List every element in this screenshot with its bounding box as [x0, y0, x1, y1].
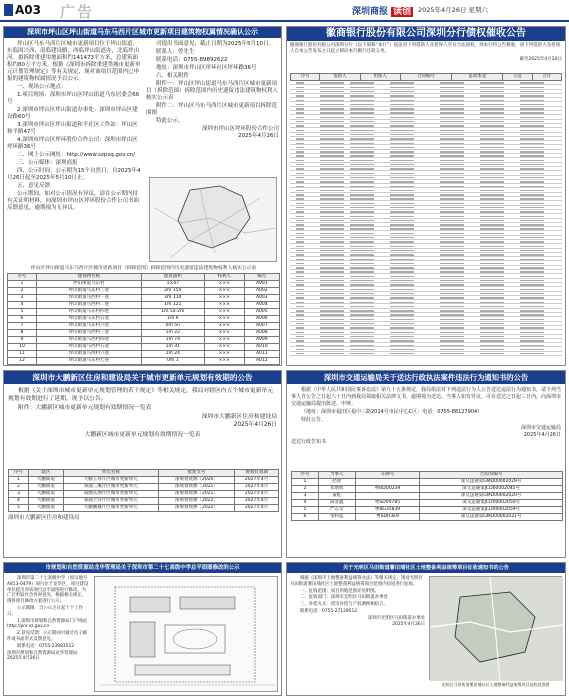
dapeng-p1: 根据《关于深圳市城市更新单元规划管理的若干规定》等相关规定，我局对辖区内五个城市更新单元规划有效期进行了延期，现予以公告。: [8, 388, 274, 402]
table-cell: A004: [244, 302, 279, 309]
th: 借款人: [320, 74, 360, 81]
table-cell: 大鹏街道: [28, 498, 63, 505]
table-cell: 2027年4月: [235, 491, 279, 498]
transport-date: 2025年4月26日: [523, 432, 561, 438]
table-cell: 陈亚鑫: [318, 500, 355, 507]
table-cell: ×××: [204, 316, 244, 323]
table-cell: 坪山街道马东村三巷: [36, 288, 141, 295]
table-cell: 2: [8, 288, 37, 295]
table-cell: 葵涌土洋片区城市更新单元: [63, 498, 158, 505]
table-row: [8, 281, 280, 288]
th: 序号: [8, 274, 37, 281]
table-cell: 2m 154: [141, 288, 204, 295]
table-row: [8, 358, 280, 365]
table-cell: 2027年4月: [235, 477, 279, 484]
table-cell: 8: [8, 330, 37, 337]
guangming-p1: 根据《深圳市土地整备利益统筹办法》等相关规定，现对光明区马田街道薯田埔社区土地整备利益统筹项目范围内房屋进行征收。: [290, 576, 423, 587]
table-cell: A011: [244, 351, 279, 358]
guangming-p4: 三、补偿方式：货币补偿与产权调换相结合。: [300, 602, 388, 608]
table-cell: 0m 5n: [141, 323, 204, 330]
th: 担保人: [360, 74, 400, 81]
site-plan-drawing-icon: [95, 577, 279, 693]
table-row: [8, 295, 280, 302]
table-cell: 坪山街道马西村一巷: [36, 295, 141, 302]
table-cell: ×××: [204, 351, 244, 358]
pingshan-p4: 2.深圳市坪山区坪山街道办事处：深圳市坪山区建设路60号: [7, 107, 138, 120]
guangming-p3: 二、征收部门：深圳市光明区马田街道办事处: [300, 595, 388, 601]
transport-sign: 深圳市交通运输局: [520, 425, 561, 431]
huishang-cutoff: 截至2025年4月20日: [519, 57, 562, 62]
table-cell: 坪山街道马西村四巷: [36, 337, 141, 344]
longhua-p4: 2.意见反馈：公示期间可通过电子邮件或书面形式反馈意见。: [7, 631, 88, 642]
table-cell: A001: [244, 281, 279, 288]
transport-p2: （地址：深圳市福田区福中三路2014号市民中心C区；电话：0755-88127904）: [301, 409, 483, 415]
table-cell: 深交违通第GMD00002020号: [420, 493, 563, 500]
table-cell: 1m 24: [141, 351, 204, 358]
table-cell: 1m 121: [141, 302, 204, 309]
table-cell: 粤SDV0785: [355, 500, 419, 507]
table-row: [292, 500, 563, 507]
th: 规划有效期: [235, 470, 279, 477]
longhua-notice-title: 市规划和自然资源局龙华管理局关于深圳市第二十七高级中学总平面图修改的公示: [4, 563, 281, 573]
table-cell: 1m 74: [141, 337, 204, 344]
pingshan-c2-p4: 地址：深圳市坪山区坪环社区坪环路36号: [156, 65, 257, 71]
th: 合同编号: [400, 74, 451, 81]
table-row: [8, 337, 280, 344]
table-cell: 1m 5a-2m: [141, 309, 204, 316]
th: 告知书编号: [420, 472, 563, 479]
huishang-notice-title: 徽商银行股份有限公司深圳分行债权催收公告: [287, 27, 565, 41]
table-cell: 深交违通第JCD00002045号: [420, 486, 563, 493]
th: 当事人: [318, 472, 355, 479]
longhua-sign: 深圳市规划和自然资源局龙华管理局: [7, 650, 78, 656]
pingshan-p3: 1.项目现场：深圳市坪山区坪山街道马东居委会66号: [7, 92, 140, 105]
table-cell: ×××: [204, 323, 244, 330]
transport-table-caption: 送达行政告知书: [291, 439, 327, 445]
pingshan-p6: 4.深圳市坪山区坪环股份合作公司：深圳市坪山区坪环路36号: [7, 137, 138, 150]
table-cell: 坪山街道马东村: [36, 281, 141, 288]
table-cell: 2027年4月: [235, 484, 279, 491]
dapeng-sign: 深圳市大鹏新区住房和建设局: [201, 414, 277, 420]
table-cell: 4: [292, 500, 319, 507]
pingshan-c2-p7: 附件二：坪山区马东马西片区城市更新项目拆除范围图: [146, 103, 278, 116]
guangming-sign: 深圳市光明区马田街道办事处: [367, 615, 425, 621]
transport-notice: [286, 370, 566, 558]
table-cell: 深规划资源〔2022〕: [158, 505, 234, 512]
table-cell: ×××: [204, 295, 244, 302]
table-row: [8, 351, 280, 358]
pingshan-date: 2025年4月26日: [238, 133, 279, 139]
publish-date: 2025年4月26日 星期六: [418, 6, 489, 14]
table-cell: ×××: [204, 330, 244, 337]
table-cell: 南澳东渔片区城市更新单元: [63, 491, 158, 498]
th: 合计: [532, 74, 561, 81]
pingshan-notice: [3, 26, 282, 366]
table-cell: ×××: [204, 288, 244, 295]
table-cell: 6: [8, 316, 37, 323]
table-cell: A008: [244, 330, 279, 337]
table-cell: 粤BG35839: [355, 507, 419, 514]
table-cell: 深规划资源〔2020〕: [158, 477, 234, 484]
table-cell: 大鹏王母片区城市更新单元: [63, 477, 158, 484]
th: 车牌号: [355, 472, 419, 479]
table-cell: 粤BDU0239: [355, 486, 419, 493]
table-cell: 1×47: [141, 281, 204, 288]
table-cell: A007: [244, 323, 279, 330]
table-cell: 大鹏街道: [28, 491, 63, 498]
table-row: [8, 330, 280, 337]
table-row: [8, 323, 280, 330]
huishang-rows: [290, 81, 562, 356]
dapeng-notice: [3, 370, 282, 558]
longhua-p3: 1.深圳市规划和自然资源局门户网站 http://pnr.sz.gov.cn: [7, 618, 88, 630]
table-cell: ×××: [204, 281, 244, 288]
th: 建筑物名称: [36, 274, 141, 281]
table-cell: A005: [244, 309, 279, 316]
table-row: [8, 302, 280, 309]
transport-table: [291, 471, 563, 521]
pingshan-c2-p2: 联系人：曾先生: [156, 49, 195, 55]
table-cell: A012: [244, 358, 279, 365]
guangming-p2: 一、征收范围：项目用地范围详见附图。: [300, 588, 380, 594]
table-row: [8, 309, 280, 316]
table-cell: ×××: [204, 344, 244, 351]
table-cell: 3: [9, 491, 29, 498]
table-cell: 1m 31: [141, 344, 204, 351]
table-cell: 深规划资源〔2021〕: [158, 491, 234, 498]
guangming-notice: [286, 562, 566, 696]
pingshan-sign: 深圳市坪山区坪环股份合作公司: [201, 126, 279, 132]
pingshan-p7: 二、网上公示网址：http://www.szpsq.gov.cn/: [17, 152, 136, 158]
table-cell: 3: [292, 493, 319, 500]
table-cell: 11: [8, 351, 37, 358]
table-row: [8, 344, 280, 351]
pingshan-p5: 3.深圳市坪山区坪山街道和平社区工作站：坪山区和平路47号: [7, 122, 138, 135]
table-cell: 坪山街道马西村六巷: [36, 351, 141, 358]
page-number: A03: [4, 3, 41, 17]
dapeng-notice-title: 深圳市大鹏新区住房和建设局关于城市更新单元规划有效期的公告: [4, 371, 281, 384]
table-cell: 1m 6: [141, 316, 204, 323]
th: 建筑面积: [141, 274, 204, 281]
pingshan-p8: 三、公示媒体：深圳商报: [17, 160, 78, 166]
table-cell: 坪山街道马东村六巷: [36, 323, 141, 330]
longhua-p1: 深圳市第二十七高级中学（原宗地号A813-0479）项目位于龙华区，项目建设单位提出对该项目总平面图进行修改。为广泛听取社会各界意见，根据相关规定，现将项目修改方案进行公示。: [7, 576, 89, 605]
longhua-date: 2025年4月26日: [7, 656, 40, 662]
table-cell: ×××: [204, 358, 244, 365]
table-cell: 大鹏鹏城片区城市更新单元: [63, 505, 158, 512]
pingshan-c2-p8: 特此公示。: [156, 118, 184, 124]
site-boundary-map-icon: [150, 178, 278, 263]
transport-p1: 根据《中华人民共和国民事诉讼法》第九十五条规定，我局依法对下列违法行为人公告送达违法行为通知书，请下列当事人自公告之日起六十日内到我局领取相关法律文书，逾期视为送达。当事人如有异议，可在送达之日起三日内，向深圳市交通运输局提出陈述、申辩。: [291, 387, 562, 407]
table-cell: ×××: [204, 309, 244, 316]
table-cell: A002: [244, 288, 279, 295]
aerial-map-icon: [430, 577, 563, 681]
section-name: 广告: [60, 3, 95, 21]
dapeng-p2: 附件：大鹏新区城市更新单元规划有效期情况一览表: [18, 405, 152, 411]
table-cell: A003: [244, 295, 279, 302]
table-row: [9, 505, 279, 512]
table-cell: 0m 1: [141, 358, 204, 365]
table-cell: 7: [8, 323, 37, 330]
dapeng-table-caption: 大鹏新区城市更新单元规划有效期情况一览表: [84, 432, 201, 438]
table-cell: 深交违通第GMD00002029号: [420, 479, 563, 486]
table-cell: 3: [8, 295, 37, 302]
table-cell: 10: [8, 344, 37, 351]
table-row: [8, 316, 280, 323]
table-cell: 2027年4月: [235, 505, 279, 512]
longhua-notice: [3, 562, 282, 696]
pingshan-p10: 五、意见反馈: [17, 183, 51, 189]
table-cell: 坪山街道马西村二巷: [36, 302, 141, 309]
table-cell: 1m 22: [141, 330, 204, 337]
table-cell: A006: [244, 316, 279, 323]
table-cell: 坪山街道马西村三巷: [36, 330, 141, 337]
huishang-table: [290, 73, 562, 81]
guangming-date: 2025年4月26日: [392, 621, 425, 627]
table-cell: ×××: [204, 337, 244, 344]
table-cell: 深交违通第JCD00002050号: [420, 500, 563, 507]
th: 借款本金: [452, 74, 503, 81]
table-cell: 粤SDH3E9: [355, 514, 419, 521]
dapeng-footer: 深圳市大鹏新区住房和建设局: [8, 515, 80, 521]
huishang-bank-notice: [286, 26, 566, 366]
pingshan-p9: 四、公示时间：公示期为15个自然日，自2025年4月26日起至2025年5月10日止。: [7, 168, 141, 181]
table-cell: 坪山街道马东村五巷: [36, 316, 141, 323]
pingshan-c2-p1: 司提出书面意见，截止日期为2025年5月10日。: [156, 41, 274, 47]
dapeng-date: 2025年4月26日: [233, 422, 277, 428]
table-cell: 5: [292, 507, 319, 514]
table-row: [9, 498, 279, 505]
guangming-range-map: [429, 576, 562, 680]
th: 序号: [291, 74, 320, 81]
pingshan-p11: 公示期间，如对公示情况有异议，请在公示期内持有关证明材料，向深圳市坪山区坪环股份合作公司书面反馈意见，逾期视为无异议。: [7, 191, 140, 211]
huishang-intro: 徽商银行股份有限公司深圳分行（以下简称“本行”）依法对下列借款人及担保人享有合法债权，现本行特公告催收，请下列借款人及担保人自本公告发布之日起立即向本行履行还款义务。: [290, 43, 561, 54]
table-cell: 1: [292, 479, 319, 486]
longhua-p2: 公示期限：自公示之日起十个工作日。: [7, 605, 83, 617]
table-cell: 2: [292, 486, 319, 493]
table-cell: 大鹏街道: [28, 505, 63, 512]
table-row: [292, 493, 563, 500]
table-cell: A009: [244, 337, 279, 344]
th: 单元名称: [63, 470, 158, 477]
transport-notice-title: 深圳市交通运输局关于送达行政执法案件违法行为通知书的公告: [287, 371, 565, 384]
pingshan-table: [7, 273, 280, 365]
table-row: [292, 486, 563, 493]
table-row: [8, 288, 280, 295]
pingshan-site-map: [149, 177, 277, 262]
table-cell: 12: [8, 358, 37, 365]
table-cell: 9: [8, 337, 37, 344]
table-row: [292, 514, 563, 521]
guangming-p5: 联系电话：0755-27129512: [300, 608, 358, 614]
table-cell: 邓增辉: [318, 486, 355, 493]
table-cell: 望科蓝: [318, 514, 355, 521]
table-cell: 2: [9, 484, 29, 491]
table-row: [9, 491, 279, 498]
th: 序号: [292, 472, 319, 479]
th: 批复文号: [158, 470, 234, 477]
table-cell: 大鹏街道: [28, 484, 63, 491]
table-cell: 董乾: [318, 493, 355, 500]
pingshan-notice-title: 深圳市坪山区坪山街道马东马西片区城市更新项目建筑物权属情况确认公示: [4, 27, 281, 38]
th: 编号: [244, 274, 279, 281]
table-cell: 4: [8, 302, 37, 309]
table-cell: 5: [9, 505, 29, 512]
th: 欠息: [503, 74, 532, 81]
table-cell: A010: [244, 344, 279, 351]
table-cell: 坪山街道马东村七巷: [36, 358, 141, 365]
pingshan-p2: 一、现场公示地点：: [17, 84, 67, 90]
guangming-map-caption: 光明区马田街道薯田埔社区土地整备利益统筹项目征收范围图: [441, 682, 550, 687]
table-cell: 葵涌三溪片区城市更新单元: [63, 484, 158, 491]
pingshan-table-caption: 坪山区坪山街道马东马西片区城市更新项目（拆除范围）拆除范围内历史遗留违法建筑物权利人核实公示表: [30, 266, 257, 271]
transport-p3: 特此公告。: [301, 417, 327, 423]
table-row: [9, 484, 279, 491]
table-cell: 6: [292, 514, 319, 521]
table-cell: 5: [8, 309, 37, 316]
table-cell: 深交违通第JCD00002059号: [420, 507, 563, 514]
table-cell: 深交违通第GMD00002021号: [420, 514, 563, 521]
table-cell: 大鹏街道: [28, 477, 63, 484]
table-cell: 3m 114: [141, 295, 204, 302]
dapeng-table: [8, 469, 279, 512]
table-cell: 坪山街道马西村五巷: [36, 344, 141, 351]
table-cell: 4: [9, 498, 29, 505]
table-row: [292, 479, 563, 486]
longhua-site-plan: [94, 576, 278, 692]
table-cell: 深规划资源〔2022〕: [158, 498, 234, 505]
th: 辖区: [28, 470, 63, 477]
table-cell: 1: [9, 477, 29, 484]
table-cell: 严志文: [318, 507, 355, 514]
paper-logo: 深圳商报 读创: [352, 7, 412, 17]
longhua-p5: 联系电话：0755-23981512: [17, 643, 75, 649]
pingshan-c2-p5: 六、相关附件: [156, 73, 190, 79]
table-cell: 1: [8, 281, 37, 288]
table-cell: 坪山街道马东村四巷: [36, 309, 141, 316]
table-row: [9, 477, 279, 484]
table-cell: [355, 479, 419, 486]
table-cell: [355, 493, 419, 500]
table-cell: 赵锋: [318, 479, 355, 486]
th: 权利人: [204, 274, 244, 281]
pingshan-p1: 坪山区马东马西片区城市更新项目位于坪山街道，东临国兴西，南临建设路，西临坪山街道办，北临坪山河。拟拆除重建用地面积约141473平方米，总建筑面积约80万平方米。根据《深圳市拆除重建类城市更新单元计划管理规定》等有关规定，现对该项目范围内已申报的建筑物权属情况予以公示。: [7, 41, 141, 82]
table-cell: ×××: [204, 302, 244, 309]
table-cell: 深规划资源〔2021〕: [158, 484, 234, 491]
pingshan-c2-p3: 联系电话：0755-89892622: [156, 57, 228, 63]
table-row: [292, 507, 563, 514]
list-item: [290, 352, 562, 356]
table-cell: 2027年4月: [235, 498, 279, 505]
guangming-notice-title: 关于光明区马田街道薯田埔社区土地整备利益统筹项目征收通知书的公告: [287, 563, 565, 573]
pingshan-c2-p6: 附件一：坪山区坪山街道马东马西片区城市更新项目（拆除范围）拆除范围内历史遗留违法建筑物权利人核实公示表: [146, 81, 279, 101]
th: 序号: [9, 470, 29, 477]
masthead: [0, 0, 569, 22]
